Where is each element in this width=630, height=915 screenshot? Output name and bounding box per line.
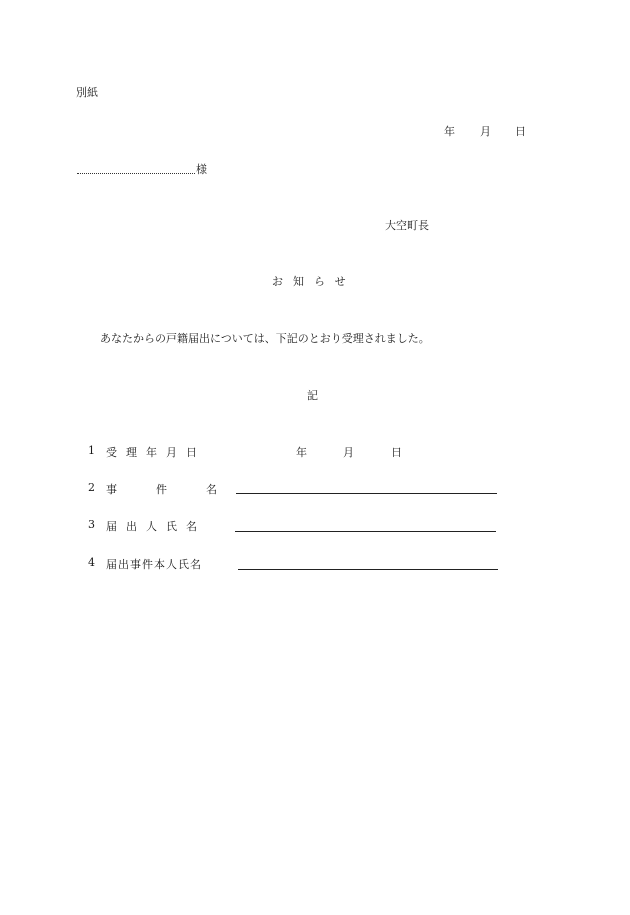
item-label-case-name bbox=[106, 481, 217, 497]
item-number: 3 bbox=[88, 518, 95, 531]
notifier-name-field-line[interactable] bbox=[235, 531, 496, 532]
date-month: 月 bbox=[480, 125, 491, 138]
receipt-date-year: 年 bbox=[296, 446, 307, 459]
item-number: 4 bbox=[88, 556, 95, 569]
case-name-char: 名 bbox=[206, 483, 217, 496]
case-name-char: 事 bbox=[106, 483, 117, 496]
item-label-subject-name: 届出事件本人氏名 bbox=[106, 558, 202, 571]
item-number: 2 bbox=[88, 481, 95, 494]
addressee-name-line[interactable] bbox=[77, 173, 195, 174]
receipt-date-day: 日 bbox=[391, 446, 402, 459]
item-label-notifier-name: 届出人氏名 bbox=[106, 520, 206, 533]
document-title: お知らせ bbox=[272, 275, 356, 288]
date-day: 日 bbox=[515, 125, 526, 138]
annex-label: 別紙 bbox=[76, 86, 98, 99]
date-year: 年 bbox=[444, 125, 455, 138]
item-label-receipt-date: 受理年月日 bbox=[106, 446, 206, 459]
honorific: 様 bbox=[196, 163, 207, 176]
body-text: あなたからの戸籍届出については、下記のとおり受理されました。 bbox=[100, 332, 430, 345]
issuer: 大空町長 bbox=[385, 219, 429, 232]
case-name-char: 件 bbox=[156, 483, 167, 496]
receipt-date-month: 月 bbox=[343, 446, 354, 459]
ki-heading: 記 bbox=[307, 389, 318, 402]
item-number: 1 bbox=[88, 444, 95, 457]
case-name-field-line[interactable] bbox=[236, 493, 497, 494]
subject-name-field-line[interactable] bbox=[238, 569, 498, 570]
